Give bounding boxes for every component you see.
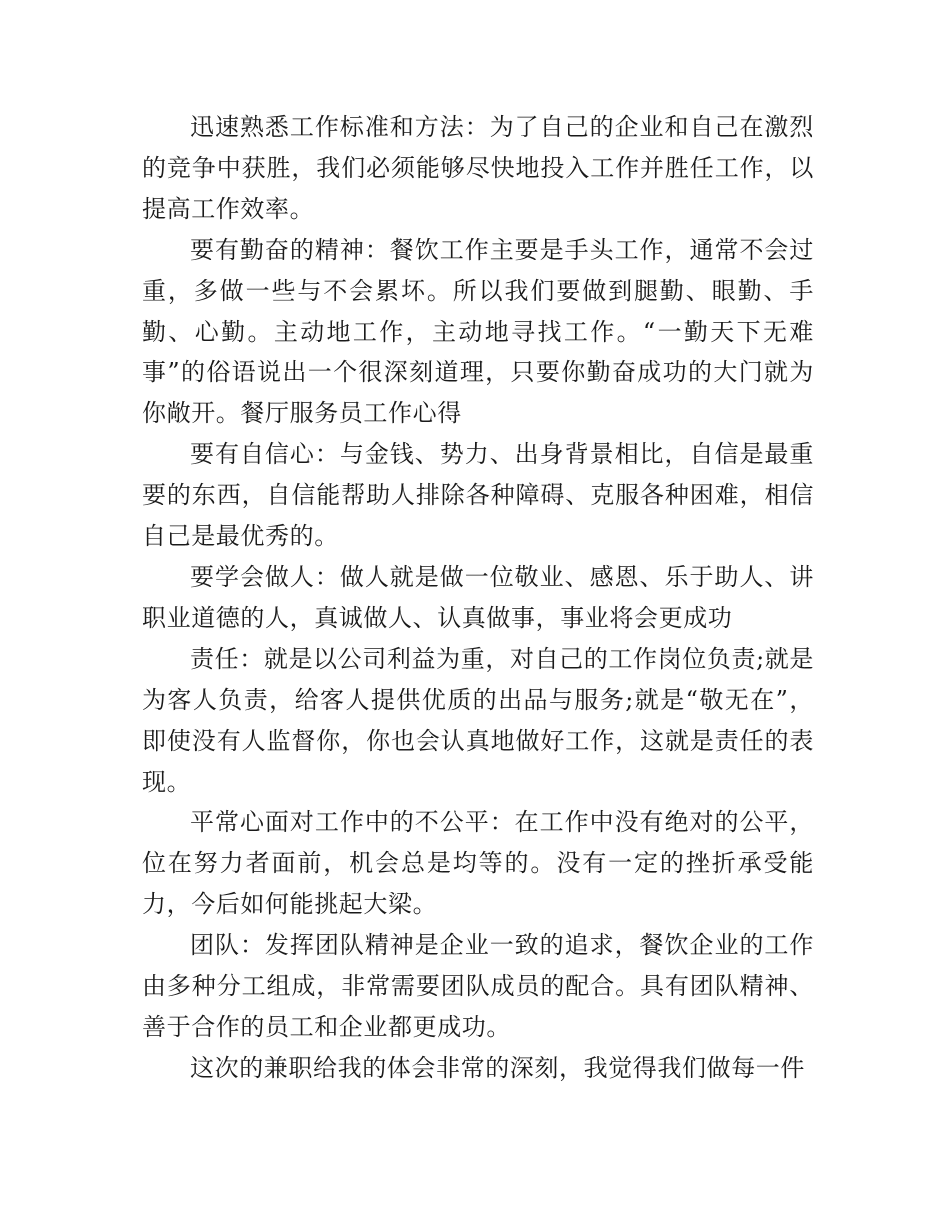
paragraph-closing: 这次的兼职给我的体会非常的深刻，我觉得我们做每一件 bbox=[190, 1053, 805, 1082]
paragraph-confidence: 要有自信心：与金钱、势力、出身背景相比，自信是最重要的东西，自信能帮助人排除各种障碍、克服各种困难，相信自己是最优秀的。 bbox=[142, 440, 814, 551]
document-body bbox=[142, 107, 814, 1089]
paragraph-be-a-good-person: 要学会做人：做人就是做一位敬业、感恩、乐于助人、讲职业道德的人，真诚做人、认真做事，事业将会更成功 bbox=[142, 562, 814, 632]
paragraph-diligence: 要有勤奋的精神：餐饮工作主要是手头工作，通常不会过重，多做一些与不会累坏。所以我们要做到腿勤、眼勤、手勤、心勤。主动地工作，主动地寻找工作。“一勤天下无难事”的俗语说出一个很深刻道理，只要你勤奋成功的大门就为你敞开。餐厅服务员工作心得 bbox=[142, 235, 814, 428]
paragraph-teamwork: 团队：发挥团队精神是企业一致的追求，餐饮企业的工作由多种分工组成，非常需要团队成员的配合。具有团队精神、善于合作的员工和企业都更成功。 bbox=[142, 931, 814, 1041]
paragraph-work-standards: 迅速熟悉工作标准和方法：为了自己的企业和自己在激烈的竞争中获胜，我们必须能够尽快地投入工作并胜任工作，以提高工作效率。 bbox=[142, 113, 814, 223]
paragraph-fairness: 平常心面对工作中的不公平：在工作中没有绝对的公平，位在努力者面前，机会总是均等的。没有一定的挫折承受能力，今后如何能挑起大梁。 bbox=[142, 808, 814, 919]
paragraph-responsibility: 责任：就是以公司利益为重，对自己的工作岗位负责;就是为客人负责，给客人提供优质的出品与服务;就是“敬无在”，即使没有人监督你，你也会认真地做好工作，这就是责任的表现。 bbox=[142, 644, 814, 796]
